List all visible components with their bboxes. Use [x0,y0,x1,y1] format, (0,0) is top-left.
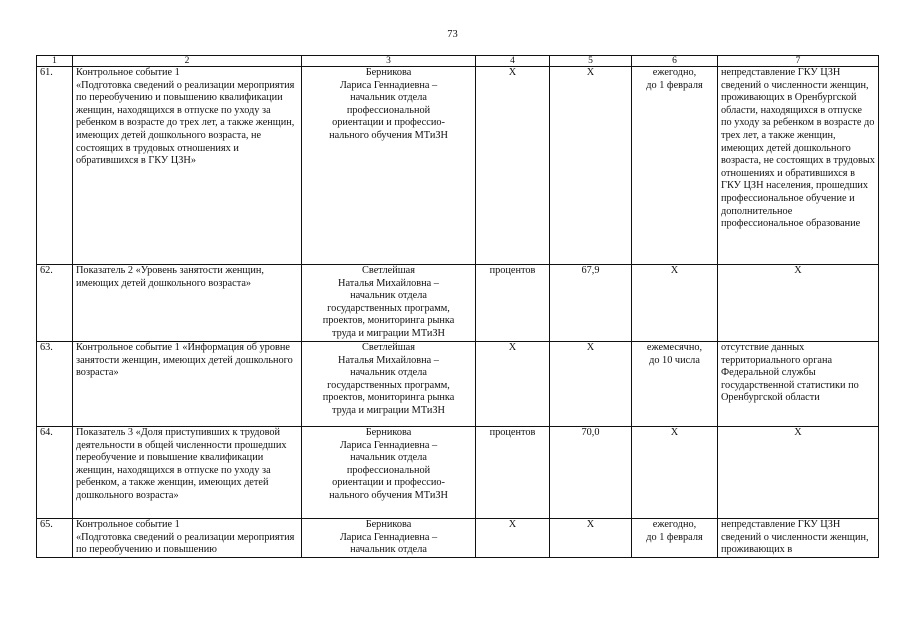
row-name: Контрольное событие 1 «Подготовка сведений о реализации мероприятия по переобучению и повышению квалификации женщин, находящихся в отпуске по уходу за ребенком в возрасте до трех лет, а также женщин, имеющих детей дошкольного возраста, не состоящих в трудовых отношениях и обратившихся в ГКУ ЦЗН» [73,67,302,265]
row-risk: отсутствие данных территориального органа Федеральной службы государственной статистики по Оренбургской области [718,342,879,427]
table-row [37,265,879,342]
column-header: 2 [73,56,302,67]
row-number: 64. [37,427,73,519]
row-risk: непредставление ГКУ ЦЗН сведений о численности женщин, проживающих в Оренбургской области, находящихся в отпуске по уходу за ребенком в возрасте до трех лет, а также женщин, имеющих детей дошкольного возраста, не состоящих в трудовых отношениях и обратившихся в ГКУ ЦЗН населения, прошедших профессиональное обучение и дополнительное профессиональное образование [718,67,879,265]
row-value: Х [550,342,632,427]
plan-table [36,55,879,558]
row-unit: Х [476,67,550,265]
row-number: 61. [37,67,73,265]
row-responsible: Берникова Лариса Геннадиевна – начальник отдела [302,519,476,558]
row-value: Х [550,519,632,558]
row-deadline: Х [632,265,718,342]
row-responsible: Берникова Лариса Геннадиевна – начальник отдела профессиональной ориентации и профессио- нального обучения МТиЗН [302,427,476,519]
row-unit: Х [476,342,550,427]
row-unit: процентов [476,427,550,519]
row-value: Х [550,67,632,265]
row-risk: непредставление ГКУ ЦЗН сведений о численности женщин, проживающих в [718,519,879,558]
row-unit: Х [476,519,550,558]
row-number: 63. [37,342,73,427]
row-responsible: Светлейшая Наталья Михайловна – начальник отдела государственных программ, проектов, мониторинга рынка труда и миграции МТиЗН [302,342,476,427]
table-row [37,342,879,427]
row-number: 62. [37,265,73,342]
column-header: 6 [632,56,718,67]
row-risk: Х [718,427,879,519]
row-number: 65. [37,519,73,558]
row-value: 67,9 [550,265,632,342]
row-name: Показатель 3 «Доля приступивших к трудовой деятельности в общей численности прошедших переобучение и повышение квалификации женщин, находящихся в отпуске по уходу за ребенком, а также женщин, имеющих детей дошкольного возраста» [73,427,302,519]
row-name: Контрольное событие 1 «Подготовка сведений о реализации мероприятия по переобучению и повышению [73,519,302,558]
row-deadline: ежегодно, до 1 февраля [632,67,718,265]
table-row [37,67,879,265]
row-responsible: Светлейшая Наталья Михайловна – начальник отдела государственных программ, проектов, мониторинга рынка труда и миграции МТиЗН [302,265,476,342]
table-row [37,427,879,519]
row-name: Показатель 2 «Уровень занятости женщин, имеющих детей дошкольного возраста» [73,265,302,342]
column-header: 3 [302,56,476,67]
column-header: 5 [550,56,632,67]
row-deadline: ежегодно, до 1 февраля [632,519,718,558]
row-deadline: ежемесячно, до 10 числа [632,342,718,427]
row-deadline: Х [632,427,718,519]
row-risk: Х [718,265,879,342]
row-unit: процентов [476,265,550,342]
page-number: 73 [447,29,458,40]
column-number-row [37,56,879,67]
column-header: 1 [37,56,73,67]
row-responsible: Берникова Лариса Геннадиевна – начальник отдела профессиональной ориентации и профессио- нального обучения МТиЗН [302,67,476,265]
table-row [37,519,879,558]
row-name: Контрольное событие 1 «Информация об уровне занятости женщин, имеющих детей дошкольного возраста» [73,342,302,427]
column-header: 7 [718,56,879,67]
row-value: 70,0 [550,427,632,519]
column-header: 4 [476,56,550,67]
